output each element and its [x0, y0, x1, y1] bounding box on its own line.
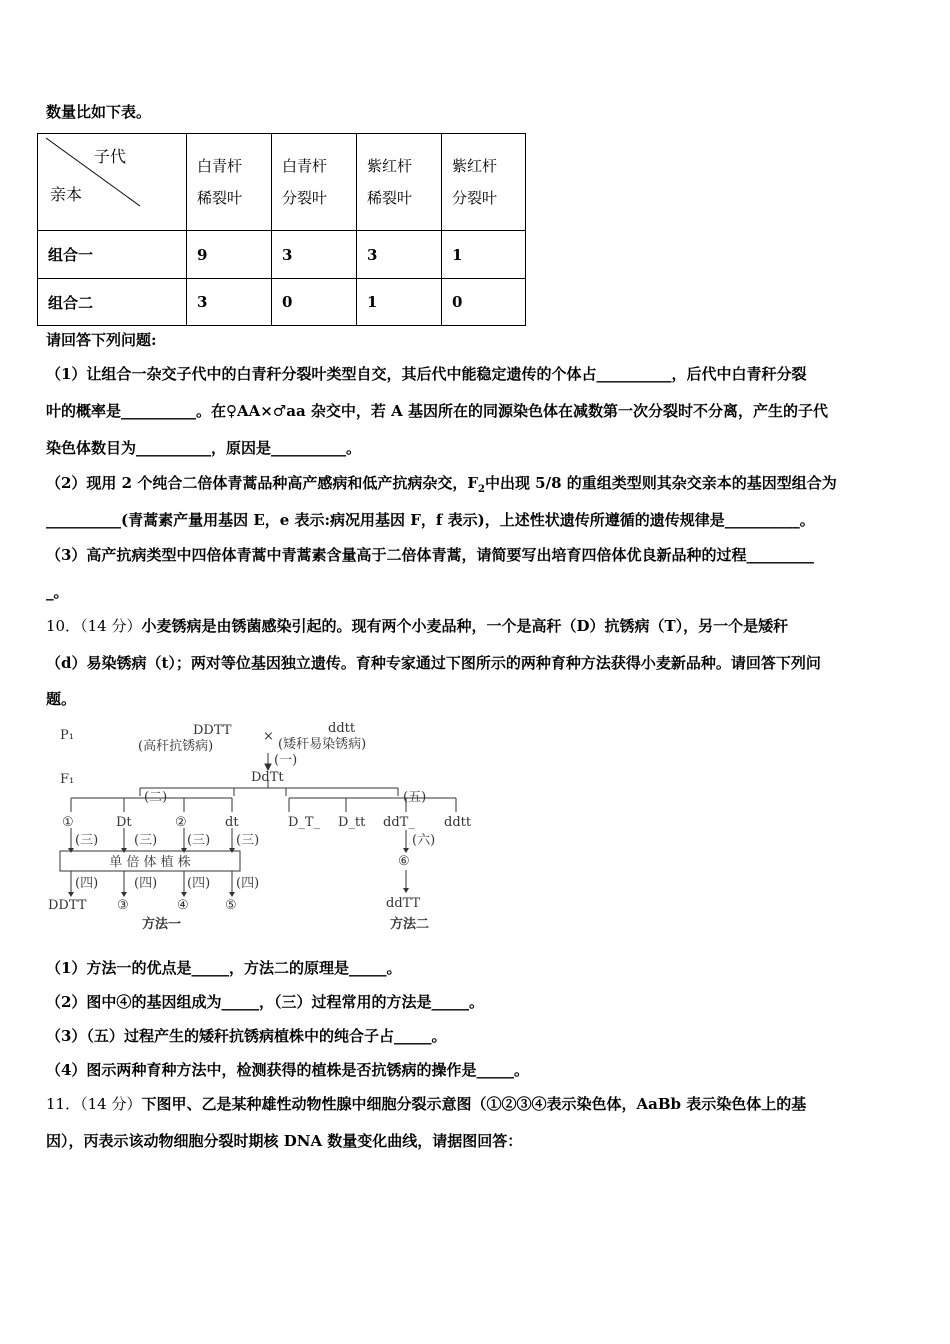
result-ddtt-homozygous: DDTT [48, 898, 87, 913]
step-3-label: (三) [187, 833, 211, 848]
column-header: 紫红杆 分裂叶 [442, 134, 526, 231]
gamete-dt-lower: dt [225, 815, 239, 830]
parent2-genotype: ddtt [328, 721, 356, 736]
q11-line1: 11．（14 分）下图甲、乙是某种雄性动物性腺中细胞分裂示意图（①②③④表示染色体，AaBb 表示染色体上的基 [46, 1095, 807, 1113]
table-cell: 0 [272, 279, 357, 326]
corner-label-parent: 亲本 [50, 185, 83, 204]
row-label: 组合一 [38, 231, 187, 279]
q10-number: 10．（14 分） [46, 617, 142, 635]
step-3-label: (三) [75, 833, 99, 848]
table-cell: 1 [442, 231, 526, 279]
table-row [38, 279, 526, 326]
q10-sub3: （3）（五）过程产生的矮秆抗锈病植株中的纯合子占_____。 [46, 1027, 447, 1045]
q10-sub4: （4）图示两种育种方法中，检测获得的植株是否抗锈病的操作是_____。 [46, 1061, 529, 1079]
row-label: 组合二 [38, 279, 187, 326]
step-5-label: (五) [403, 790, 427, 805]
q10-sub2: （2）图中④的基因组成为_____，（三）过程常用的方法是_____。 [46, 993, 484, 1011]
m2-genotype: ddT_ [383, 815, 415, 830]
q10-line1: 10．（14 分）小麦锈病是由锈菌感染引起的。现有两个小麦品种，一个是高秆（D）抗锈病（T），另一个是矮秆 [46, 617, 789, 635]
q11-line2: 因），丙表示该动物细胞分裂时期核 DNA 数量变化曲线，请据图回答： [46, 1132, 523, 1150]
result-3: ③ [117, 898, 129, 913]
method-1-label: 方法一 [142, 917, 182, 932]
f1-genotype: DdTt [251, 770, 284, 785]
m2-result-genotype: ddTT [386, 896, 421, 911]
label-f1: F₁ [60, 772, 75, 787]
step-2-label: (二) [144, 790, 168, 805]
intro-text: 数量比如下表。 [46, 103, 152, 121]
column-header: 白青杆 稀裂叶 [187, 134, 272, 231]
column-header: 白青杆 分裂叶 [272, 134, 357, 231]
circle-6: ⑥ [398, 854, 410, 869]
corner-label-offspring: 子代 [94, 147, 127, 166]
q10-line2: （d）易染锈病（t）；两对等位基因独立遗传。育种专家通过下图所示的两种育种方法获得小麦新品种。请回答下列问 [46, 654, 821, 672]
table-cell: 3 [357, 231, 442, 279]
step-3-label: (三) [134, 833, 158, 848]
m2-genotype: D_T_ [288, 815, 321, 830]
q9-part3-line1: （3）高产抗病类型中四倍体青蒿中青蒿素含量高于二倍体青蒿，请简要写出培育四倍体优良新品种的过程_________ [46, 546, 814, 564]
table-cell: 3 [187, 279, 272, 326]
q9-part2-line1: （2）现用 2 个纯合二倍体青蒿品种高产感病和低产抗病杂交，$F_2$中出现 5/8 的重组类型则其杂交亲本的基因型组合为 [46, 474, 837, 495]
table-cell: 3 [272, 231, 357, 279]
q10-line3: 题。 [46, 690, 77, 708]
haploid-plant-box: 单 倍 体 植 株 [109, 855, 191, 870]
q9-part2-line2: __________(青蒿素产量用基因 E，e 表示:病况用基因 F，f 表示)，上述性状遗传所遵循的遗传规律是__________。 [46, 511, 815, 529]
gamete-dt-upper: Dt [116, 815, 132, 830]
step-1-label: (一) [274, 753, 298, 768]
m2-genotype: ddtt [444, 815, 472, 830]
q9-part3-line2: _。 [46, 583, 69, 601]
q11-number: 11．（14 分） [46, 1095, 142, 1113]
parent2-description: (矮秆易染锈病) [278, 737, 367, 752]
m2-genotype: D_tt [338, 815, 366, 830]
step-4-label: (四) [75, 876, 99, 891]
q9-part1-line2: 叶的概率是__________。在♀AA×♂aa 杂交中，若 A 基因所在的同源染色体在减数第一次分裂时不分离，产生的子代 [46, 402, 829, 420]
table-corner-cell [38, 134, 187, 231]
q10-sub1: （1）方法一的优点是_____，方法二的原理是_____。 [46, 959, 402, 977]
method-2-label: 方法二 [390, 917, 430, 932]
result-5: ⑤ [225, 898, 237, 913]
gamete-1: ① [62, 815, 74, 830]
table-cell: 1 [357, 279, 442, 326]
table-cell: 0 [442, 279, 526, 326]
step-4-label: (四) [187, 876, 211, 891]
table-row [38, 231, 526, 279]
gamete-2: ② [175, 815, 187, 830]
result-4: ④ [177, 898, 189, 913]
label-p1: P₁ [60, 728, 74, 743]
step-4-label: (四) [134, 876, 158, 891]
offspring-ratio-table [37, 133, 526, 326]
step-4-label: (四) [236, 876, 260, 891]
q9-part1-line1: （1）让组合一杂交子代中的白青秆分裂叶类型自交，其后代中能稳定遗传的个体占__________，后代中白青秆分裂 [46, 365, 807, 383]
step-6-label: (六) [412, 833, 436, 848]
step-3-label: (三) [236, 833, 260, 848]
column-header: 紫红杆 稀裂叶 [357, 134, 442, 231]
parent1-genotype: DDTT [193, 723, 232, 738]
cross-symbol: × [263, 729, 274, 744]
q9-prompt: 请回答下列问题: [46, 331, 157, 349]
breeding-diagram [46, 718, 486, 936]
q9-part1-line3: 染色体数目为__________，原因是__________。 [46, 439, 362, 457]
table-cell: 9 [187, 231, 272, 279]
parent1-description: (高秆抗锈病) [138, 739, 214, 754]
